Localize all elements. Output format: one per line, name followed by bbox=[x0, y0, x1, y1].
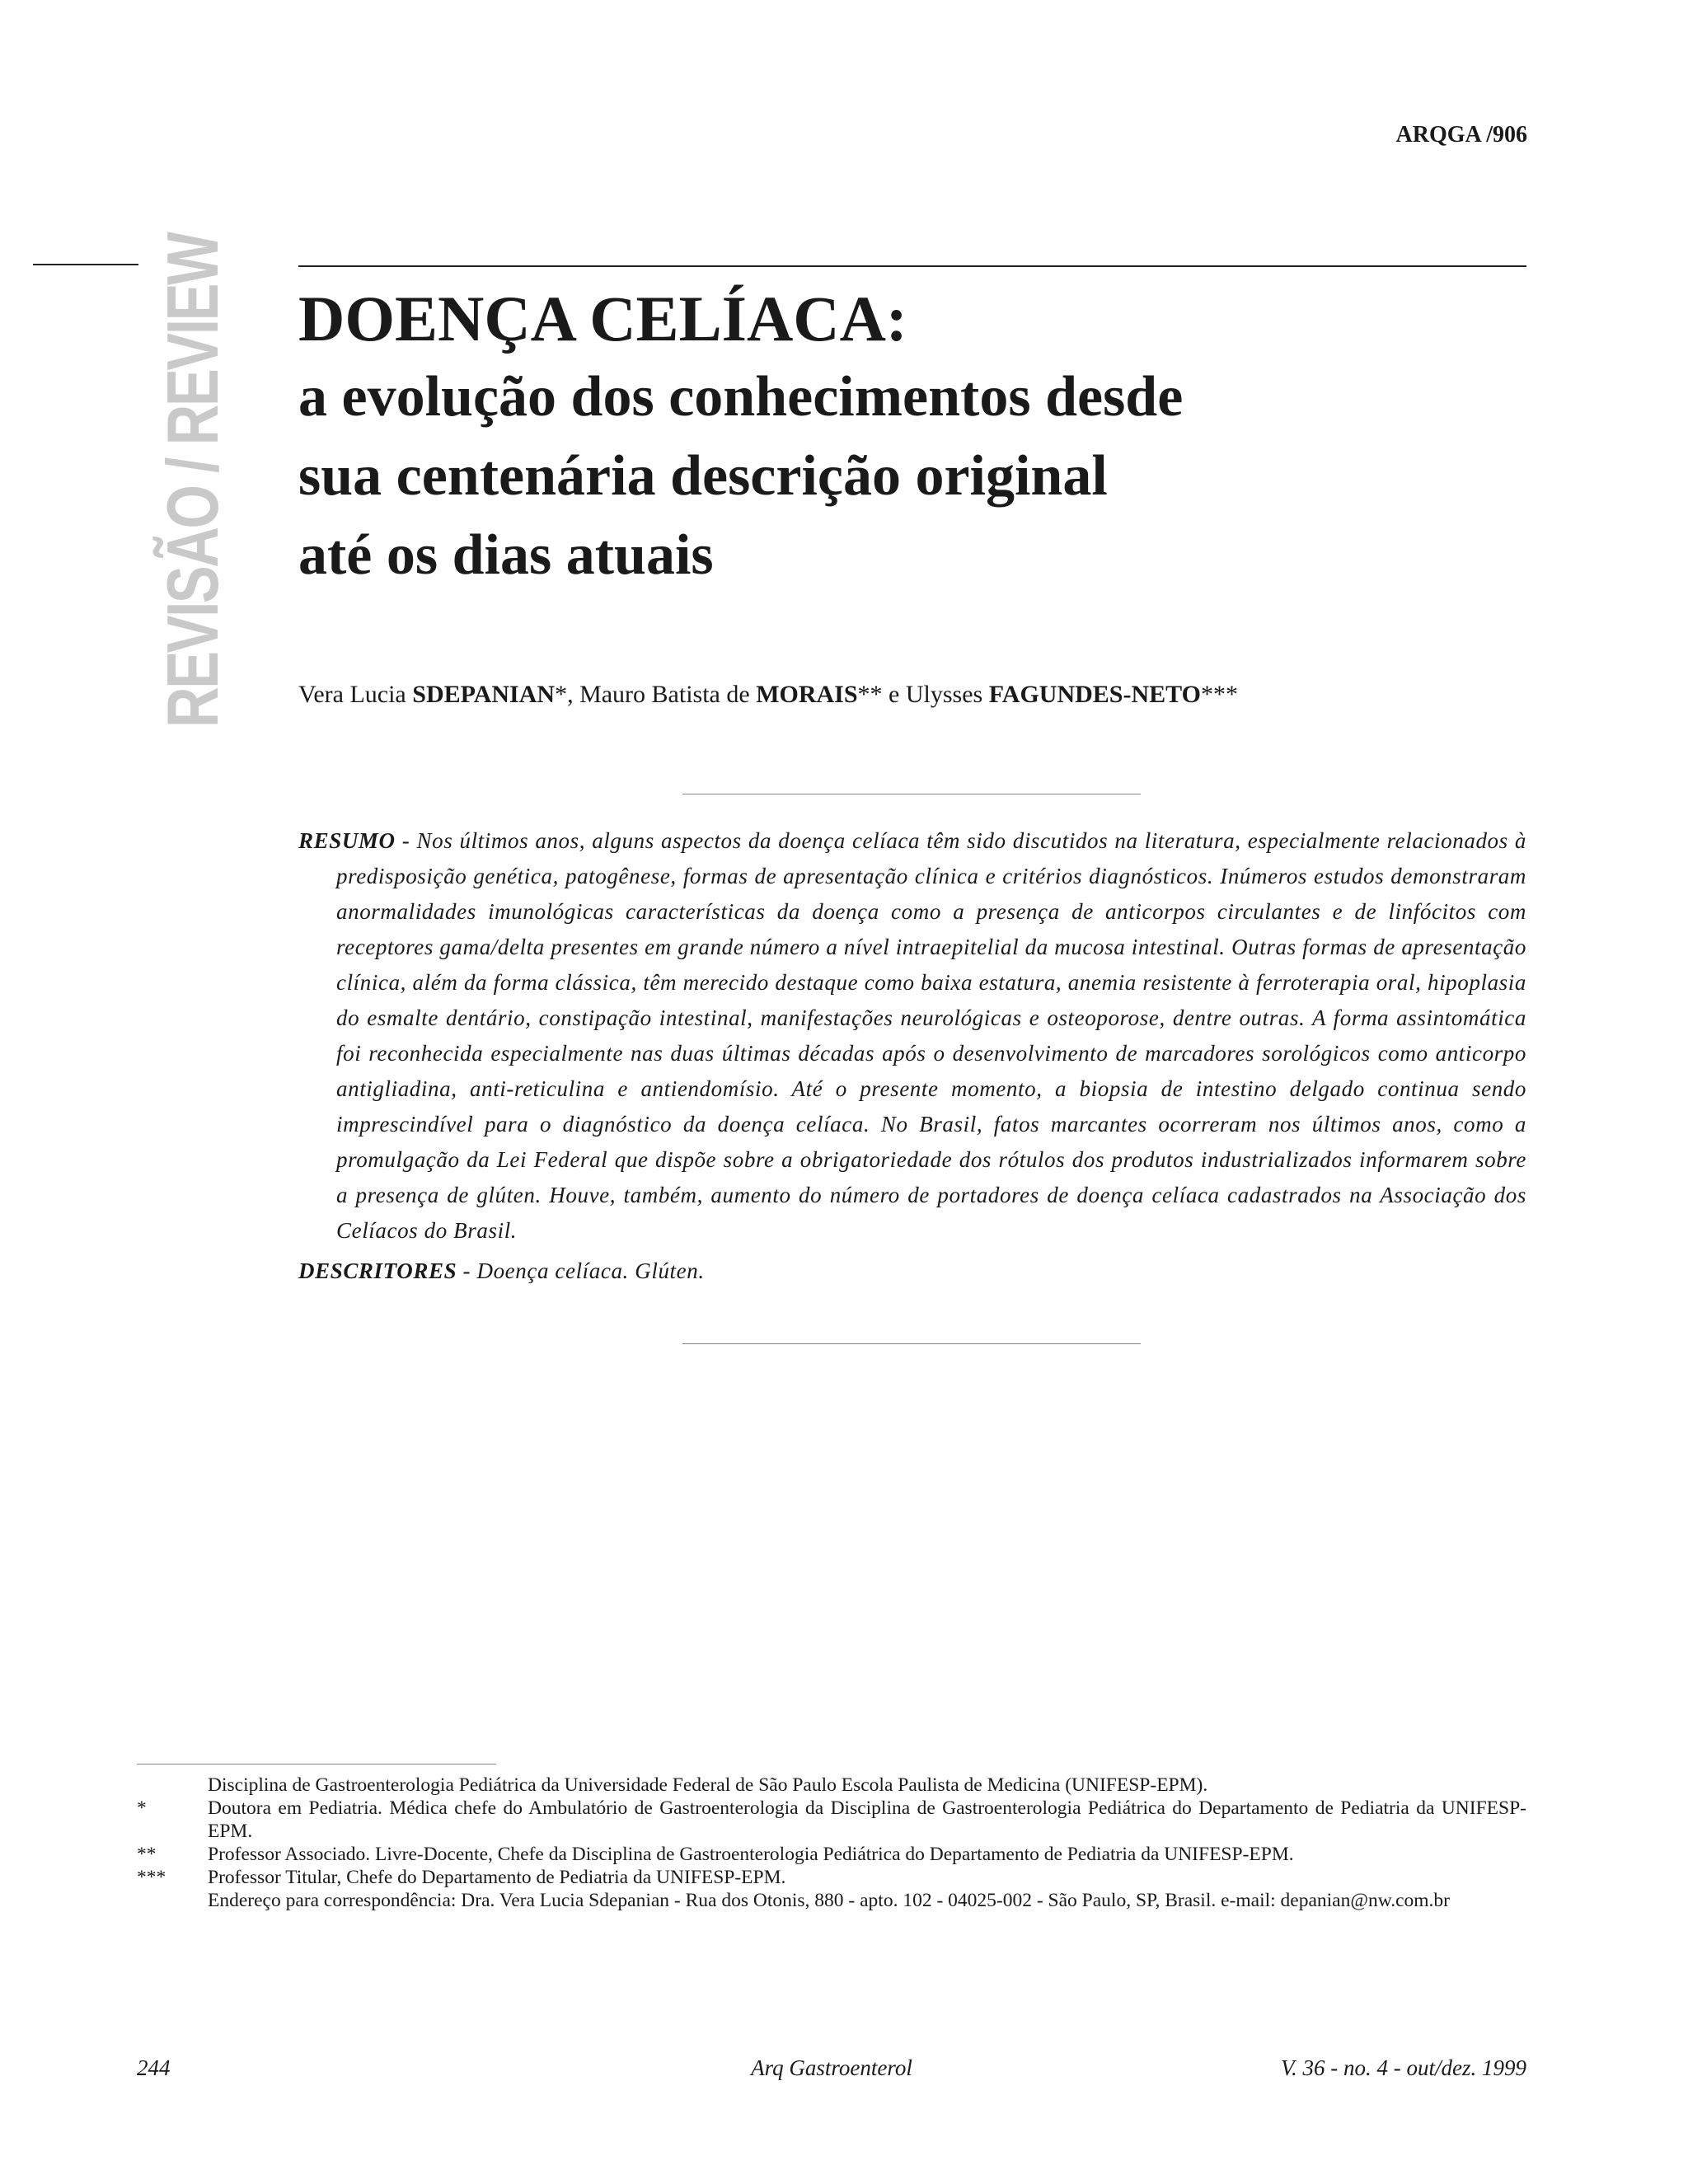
footnote-mark: * bbox=[137, 1797, 147, 1819]
descriptors-text: - Doença celíaca. Glúten. bbox=[457, 1258, 705, 1283]
subtitle-line: até os dias atuais bbox=[298, 523, 714, 587]
journal-code: ARQGA /906 bbox=[1395, 122, 1527, 148]
abstract-text: - Nos últimos anos, alguns aspectos da doença celíaca têm sido discutidos na literatura, especialmente relacionados à predisposição genética, patogênese, formas de apresentação clínica e critérios diagnósticos. Inúmeros estudos demonstraram anormalidades imunológicas características da doença como a presença de anticorpos circulantes e de linfócitos com receptores gama/delta presentes em grande número a nível intraepitelial da mucosa intestinal. Outras formas de apresentação clínica, além da forma clássica, têm merecido destaque como baixa estatura, anemia resistente à ferroterapia oral, hipoplasia do esmalte dentário, constipação intestinal, manifestações neurológicas e osteoporose, dentre outras. A forma assintomática foi reconhecida especialmente nas duas últimas décadas após o desenvolvimento de marcadores sorológicos como anticorpo antigliadina, anti-reticulina e antiendomísio. Até o presente momento, a biopsia de intestino delgado continua sendo imprescindível para o diagnóstico da doença celíaca. No Brasil, fatos marcantes ocorreram nos últimos anos, como a promulgação da Lei Federal que dispõe sobre a obrigatoriedade dos rótulos dos produtos industrializados informarem sobre a presença de glúten. Houve, também, aumento do número de portadores de doença celíaca cadastrados na Associação dos Celíacos do Brasil. bbox=[336, 828, 1526, 1243]
footnote-mark bbox=[137, 1889, 208, 1912]
footnote-divider bbox=[137, 1764, 496, 1765]
author-surname: MORAIS bbox=[756, 681, 858, 708]
author-given-name: Ulysses bbox=[905, 681, 989, 708]
left-divider bbox=[33, 264, 138, 265]
abstract-bottom-divider bbox=[682, 1343, 1141, 1344]
footnote-text: Disciplina de Gastroenterologia Pediátrica da Universidade Federal de São Paulo Escola Paulista de Medicina (UNIFESP-EPM). bbox=[208, 1774, 1208, 1796]
volume-info: V. 36 - no. 4 - out/dez. 1999 bbox=[1281, 2055, 1526, 2080]
author-list bbox=[298, 681, 1238, 709]
article-title bbox=[298, 280, 1518, 595]
title-subtitle bbox=[298, 358, 1518, 595]
author-mark: *** bbox=[1200, 681, 1238, 708]
author-given-name: Mauro Batista de bbox=[579, 681, 757, 708]
abstract-paragraph bbox=[298, 823, 1526, 1249]
footnote-text: Professor Titular, Chefe do Departamento de Pediatria da UNIFESP-EPM. bbox=[208, 1867, 786, 1888]
footnote-mark: *** bbox=[137, 1867, 166, 1888]
footnote-text: Endereço para correspondência: Dra. Vera Lucia Sdepanian - Rua dos Otonis, 880 - apto. 102 - 04025-002 - São Paulo, SP, Brasil. e-mail: depanian@nw.com.br bbox=[208, 1890, 1450, 1911]
footnote-text: Professor Associado. Livre-Docente, Chefe da Disciplina de Gastroenterologia Pediátrica do Departamento de Pediatria da UNIFESP-EPM. bbox=[208, 1844, 1294, 1865]
author-mark: * bbox=[555, 681, 568, 708]
author-mark: ** bbox=[857, 681, 883, 708]
header-divider bbox=[298, 265, 1526, 267]
descriptors-paragraph bbox=[298, 1254, 1526, 1289]
footnote bbox=[137, 1866, 1526, 1889]
footnotes bbox=[137, 1774, 1526, 1912]
journal-name: Arq Gastroenterol bbox=[751, 2055, 912, 2080]
subtitle-line: sua centenária descrição original bbox=[298, 444, 1108, 508]
footnote-mark: ** bbox=[137, 1844, 157, 1865]
footnote bbox=[137, 1843, 1526, 1866]
author-surname: FAGUNDES-NETO bbox=[988, 681, 1201, 708]
abstract-section bbox=[298, 823, 1526, 1289]
footnote bbox=[137, 1889, 1526, 1912]
footnote-mark bbox=[137, 1774, 208, 1797]
page-number: 244 bbox=[137, 2055, 171, 2080]
abstract-label: RESUMO bbox=[298, 828, 396, 853]
title-main: DOENÇA CELÍACA: bbox=[298, 283, 907, 354]
section-label bbox=[151, 94, 235, 728]
section-label-text: REVISÃO / REVIEW bbox=[152, 233, 233, 728]
descriptors-label: DESCRITORES bbox=[298, 1258, 457, 1283]
subtitle-line: a evolução dos conhecimentos desde bbox=[298, 365, 1184, 429]
author-given-name: Vera Lucia bbox=[298, 681, 413, 708]
author-surname: SDEPANIAN bbox=[412, 681, 556, 708]
author-separator: , bbox=[567, 681, 580, 708]
author-separator: e bbox=[882, 681, 906, 708]
footnote-text: Doutora em Pediatria. Médica chefe do Ambulatório de Gastroenterologia da Disciplina de Gastroenterologia Pediátrica do Departamento de Pediatria da UNIFESP-EPM. bbox=[208, 1797, 1526, 1842]
footnote bbox=[137, 1797, 1526, 1843]
footnote bbox=[137, 1774, 1526, 1797]
